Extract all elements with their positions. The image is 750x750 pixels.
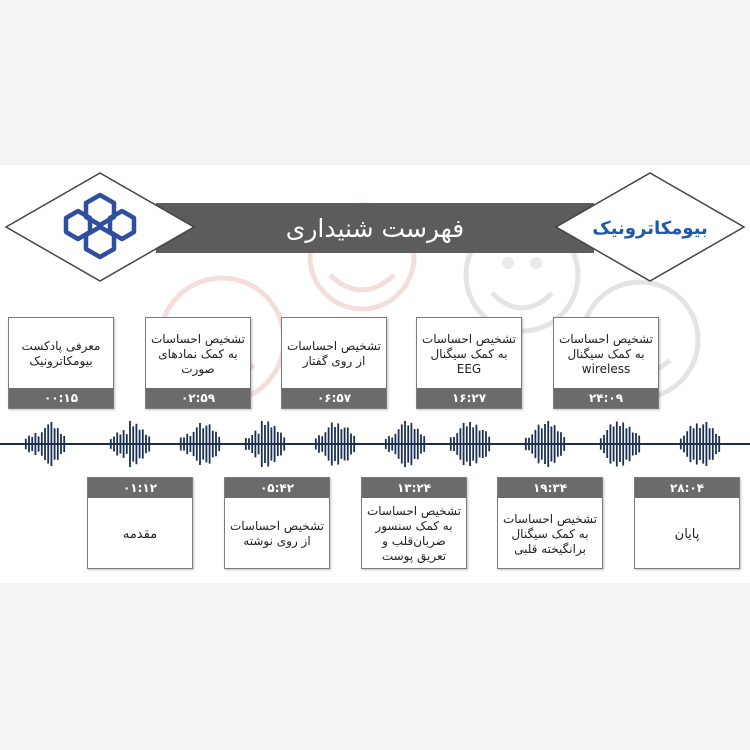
- page-title: فهرست شنیداری: [285, 213, 465, 243]
- timeline-item-time: ۰۲:۵۹: [146, 388, 250, 408]
- brand-label: بیومکاترونیک: [592, 217, 708, 239]
- timeline-item-label: تشخیص احساسات از روی نوشته: [229, 519, 325, 548]
- timeline-item-time: ۱۳:۲۴: [362, 478, 466, 498]
- timeline-item-label: تشخیص احساسات به کمک سیگنال wireless: [558, 331, 654, 376]
- timeline-item[interactable]: [87, 477, 193, 569]
- timeline-item[interactable]: [224, 477, 330, 569]
- timeline-item-label: تشخیص احساسات به کمک سیگنال برانگیخته قلبی: [502, 511, 598, 556]
- timeline-item-label: تشخیص احساسات به کمک سیگنال EEG: [421, 331, 517, 376]
- timeline-item-time: ۲۴:۰۹: [554, 388, 658, 408]
- timeline-item-time: ۱۹:۳۴: [498, 478, 602, 498]
- timeline-item[interactable]: [497, 477, 603, 569]
- timeline-item[interactable]: [634, 477, 740, 569]
- timeline-item[interactable]: [361, 477, 467, 569]
- audio-waveform: [0, 421, 750, 467]
- timeline-item-time: ۱۶:۲۷: [417, 388, 521, 408]
- timeline-item[interactable]: [281, 317, 387, 409]
- timeline-item-time: ۰۰:۱۵: [9, 388, 113, 408]
- timeline-item-time: ۰۱:۱۲: [88, 478, 192, 498]
- timeline-item-label: پایان: [674, 526, 700, 542]
- timeline-item[interactable]: [8, 317, 114, 409]
- timeline-item-time: ۲۸:۰۴: [635, 478, 739, 498]
- timeline-item[interactable]: [416, 317, 522, 409]
- timeline-item[interactable]: [553, 317, 659, 409]
- timeline-item-time: ۰۶:۵۷: [282, 388, 386, 408]
- timeline-item-label: تشخیص احساسات از روی گفتار: [286, 339, 382, 368]
- header-bar: [156, 203, 594, 253]
- timeline-item-time: ۰۵:۴۲: [225, 478, 329, 498]
- university-logo-icon: [60, 191, 140, 261]
- timeline-item-label: تشخیص احساسات به کمک نمادهای صورت: [150, 331, 246, 376]
- timeline-item-label: تشخیص احساسات به کمک سنسور ضربان‌قلب و تعریق پوست: [366, 504, 462, 563]
- timeline-item-label: مقدمه: [122, 526, 158, 542]
- timeline-item[interactable]: [145, 317, 251, 409]
- timeline-item-label: معرفی پادکست بیومکاترونیک: [21, 339, 101, 368]
- podcast-index-card: [0, 165, 750, 583]
